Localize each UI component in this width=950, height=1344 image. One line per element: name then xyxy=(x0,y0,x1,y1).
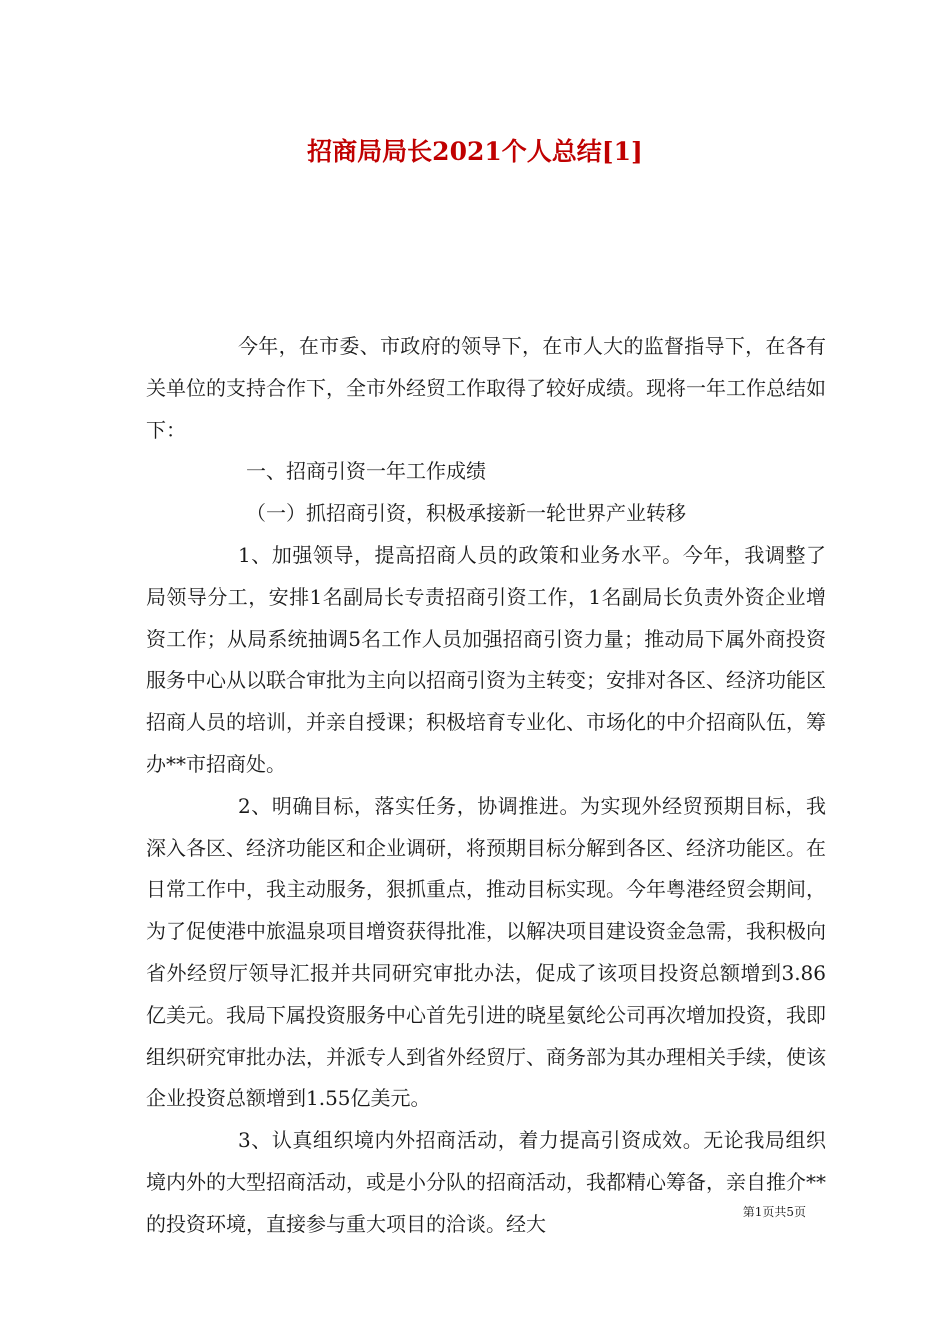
page-number-footer: 第1页共5页 xyxy=(742,1205,806,1219)
paragraph-item-3: 3、认真组织境内外招商活动，着力提高引资成效。无论我局组织境内外的大型招商活动，或是小分队的招商活动，我都精心筹备，亲自推介**的投资环境，直接参与重大项目的洽谈。经大 xyxy=(146,1128,826,1236)
intro-paragraph: 今年，在市委、市政府的领导下，在市人大的监督指导下，在各有关单位的支持合作下，全市外经贸工作取得了较好成绩。现将一年工作总结如下： xyxy=(146,334,826,442)
paragraph-item-1: 1、加强领导，提高招商人员的政策和业务水平。今年，我调整了局领导分工，安排1名副局长专责招商引资工作，1名副局长负责外资企业增资工作；从局系统抽调5名工作人员加强招商引资力量；推动局下属外商投资服务中心从以联合审批为主向以招商引资为主转变；安排对各区、经济功能区招商人员的培训，并亲自授课；积极培育专业化、市场化的中介招商队伍，筹办**市招商处。 xyxy=(146,542,826,776)
page-title: 招商局局长2021个人总结[1] xyxy=(307,137,643,166)
subsection-heading: （一）抓招商引资，积极承接新一轮世界产业转移 xyxy=(246,501,686,526)
document-body xyxy=(146,326,826,1246)
paragraph-item-2: 2、明确目标，落实任务，协调推进。为实现外经贸预期目标，我深入各区、经济功能区和企业调研，将预期目标分解到各区、经济功能区。在日常工作中，我主动服务，狠抓重点，推动目标实现。今年粤港经贸会期间，为了促使港中旅温泉项目增资获得批准，以解决项目建设资金急需，我积极向省外经贸厅领导汇报并共同研究审批办法，促成了该项目投资总额增到3.86亿美元。我局下属投资服务中心首先引进的晓星氨纶公司再次增加投资，我即组织研究审批办法，并派专人到省外经贸厅、商务部为其办理相关手续，使该企业投资总额增到1.55亿美元。 xyxy=(146,793,826,1111)
section-heading: 一、招商引资一年工作成绩 xyxy=(246,459,486,484)
